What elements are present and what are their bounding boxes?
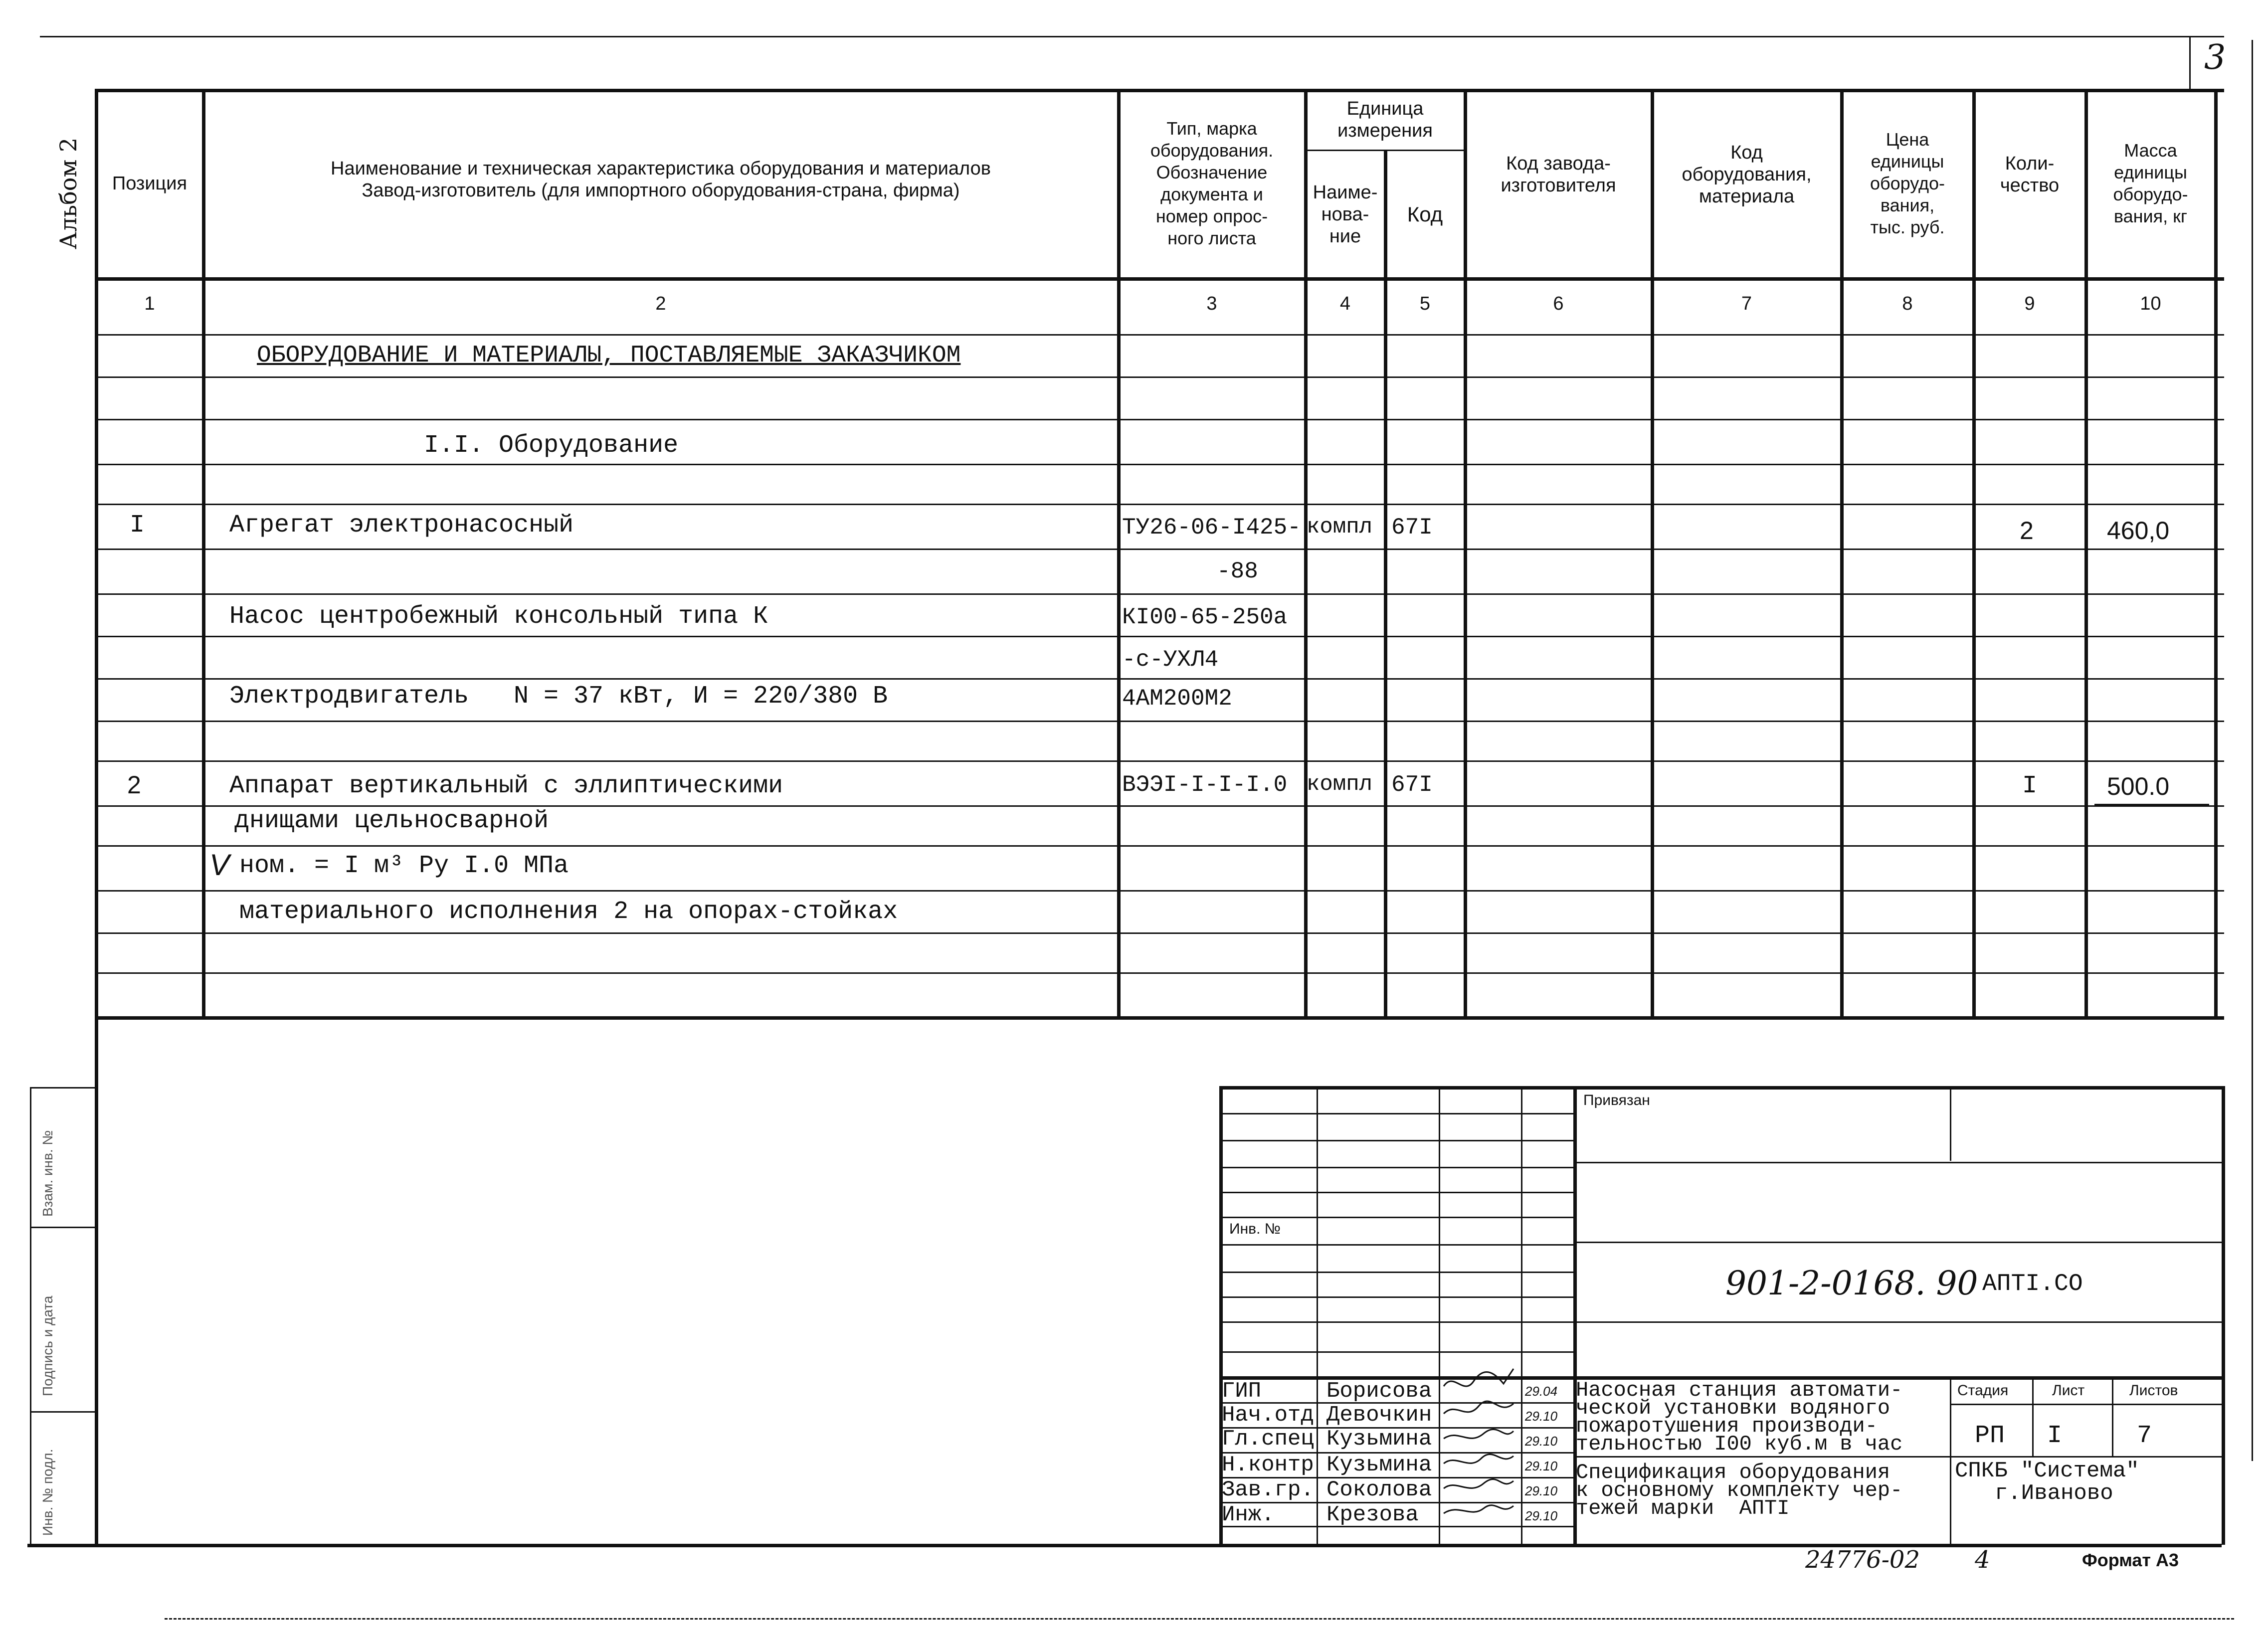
unit-group-divider — [1304, 150, 1464, 151]
top-border-line — [40, 36, 2224, 37]
row-line — [95, 419, 2224, 420]
tb-main-divider-2 — [1573, 1242, 2222, 1243]
table-bottom-line — [95, 1016, 2224, 1020]
row1c-params: N = 37 кВт, И = 220/380 В — [514, 682, 888, 711]
tb-row — [1219, 1140, 1573, 1141]
margin-label-signature: Подпись и дата — [40, 1295, 55, 1396]
row-line — [95, 504, 2224, 505]
margin-label-inventory: Инв. № подл. — [40, 1449, 55, 1536]
colnum-3: 3 — [1206, 293, 1217, 314]
tb-org-name: СПКБ "Система" — [1955, 1459, 2139, 1483]
row1-type: ТУ26-06-I425- — [1122, 515, 1301, 541]
tb-desc-divider — [1573, 1456, 2222, 1458]
tb-right-line — [2222, 1086, 2225, 1545]
colnum-5: 5 — [1419, 293, 1431, 314]
tb-stage-value: РП — [1975, 1422, 2005, 1450]
row1-quantity: 2 — [2020, 517, 2034, 545]
row-line — [95, 636, 2224, 637]
margin-strip-top — [30, 1087, 95, 1089]
col-line-4 — [1384, 150, 1387, 1017]
footer-archive-number: 24776-02 — [1805, 1546, 1920, 1574]
tb-name-0: Борисова — [1326, 1379, 1432, 1404]
row2-quantity: I — [2022, 772, 2038, 800]
tb-name-5: Крезова — [1326, 1502, 1419, 1527]
row-line — [95, 593, 2224, 595]
colnum-8: 8 — [1902, 293, 1913, 314]
tb-main-divider-3 — [1573, 1321, 2222, 1323]
tb-date-2: 29.10 — [1525, 1434, 1558, 1449]
margin-strip-left — [30, 1087, 31, 1546]
tb-name-3: Кузьмина — [1326, 1453, 1432, 1477]
tb-date-5: 29.10 — [1525, 1508, 1558, 1523]
tb-description-object: Насосная станция автомати- ческой установки водяного пожаротушения производи- тельностью I00 куб.м в час — [1576, 1378, 1903, 1456]
row1c-name: Электродвигатель — [229, 682, 469, 711]
header-type: Тип, марка оборудования. Обозначение документа и номер опрос- ного листа — [1150, 118, 1274, 248]
tb-row — [1219, 1351, 1573, 1353]
row-line — [95, 464, 2224, 465]
row2-name: Аппарат вертикальный с эллиптическими — [229, 772, 783, 800]
colnum-4: 4 — [1339, 293, 1351, 314]
row-line — [95, 549, 2224, 550]
row2-name-cont: днищами цельносварной — [234, 807, 549, 835]
header-mass: Масса единицы оборудо- вания, кг — [2113, 140, 2188, 226]
tb-col-date — [1521, 1086, 1522, 1545]
header-price: Цена единицы оборудо- вания, тыс. руб. — [1870, 129, 1945, 237]
tb-description-doc: Спецификация оборудования к основному комплекту чер- тежей марки АПТI — [1576, 1461, 1903, 1520]
bottom-scan-line — [165, 1618, 2234, 1620]
tb-col-name — [1317, 1086, 1318, 1545]
tb-doc-number: 901-2-0168. 90 — [1725, 1264, 1978, 1302]
tb-doc-mark: АПТI.СО — [1982, 1271, 2083, 1297]
header-name: Наименование и техническая характеристика оборудования и материалов Завод-изготовитель (для импортного оборудования-страна, фирма) — [331, 158, 991, 201]
header-quantity: Коли- чество — [2000, 153, 2060, 196]
row1b-name: Насос центробежный консольный типа К — [229, 602, 768, 631]
row1b-type: КI00-65-250а — [1122, 604, 1288, 630]
tb-top-line — [1219, 1086, 2224, 1090]
tb-privyazan-label: Привязан — [1583, 1092, 1650, 1108]
tb-stage-col-1 — [2032, 1376, 2034, 1456]
row1-mass-underline — [2094, 549, 2209, 550]
tb-row — [1219, 1192, 1573, 1193]
colnum-1: 1 — [144, 293, 155, 314]
tb-row — [1219, 1272, 1573, 1273]
header-bottom-line — [95, 277, 2224, 281]
row1-code: 67I — [1391, 515, 1433, 541]
row2-mass: 500.0 — [2107, 772, 2170, 800]
page-number-box-left — [2189, 36, 2191, 90]
row-line — [95, 972, 2224, 974]
tb-stage-col-left — [1950, 1376, 1951, 1456]
row2-volume-params: ном. = I м³ Ру I.0 МПа — [239, 852, 569, 880]
tb-stage-label: Стадия — [1957, 1382, 2009, 1399]
tb-role-0: ГИП — [1222, 1379, 1262, 1404]
page-number: 3 — [2204, 38, 2226, 77]
row1-name: Агрегат электронасосный — [229, 511, 574, 540]
tb-stage-divider — [1950, 1404, 2222, 1405]
row2-material: материального исполнения 2 на опорах-стойках — [239, 898, 898, 926]
row2-unit: компл — [1307, 772, 1373, 797]
row-line — [95, 721, 2224, 722]
row-line — [95, 376, 2224, 378]
tb-date-3: 29.10 — [1525, 1459, 1558, 1473]
row-line — [95, 932, 2224, 934]
section-title: ОБОРУДОВАНИЕ И МАТЕРИАЛЫ, ПОСТАВЛЯЕМЫЕ ЗАКАЗЧИКОМ — [257, 342, 961, 369]
row2-mass-underline — [2094, 804, 2209, 805]
tb-privyazan-divider — [1950, 1086, 1951, 1161]
tb-name-4: Соколова — [1326, 1477, 1432, 1502]
colnum-2: 2 — [655, 293, 666, 314]
header-position: Позиция — [112, 173, 188, 194]
tb-inv-label: Инв. № — [1229, 1221, 1281, 1237]
tb-sheets-value: 7 — [2137, 1422, 2152, 1450]
tb-row — [1219, 1321, 1573, 1323]
tb-role-3: Н.контр — [1222, 1453, 1314, 1477]
row2-code: 67I — [1391, 772, 1433, 798]
album-label: Альбом 2 — [55, 137, 82, 249]
colnum-10: 10 — [2140, 293, 2161, 314]
tb-stage-col-2 — [2112, 1376, 2113, 1456]
row-line — [95, 890, 2224, 892]
row1-position: I — [130, 511, 145, 540]
tb-date-0: 29.04 — [1525, 1384, 1558, 1399]
row1-type-cont: -88 — [1217, 558, 1258, 584]
tb-name-1: Девочкин — [1326, 1403, 1432, 1428]
tb-date-1: 29.10 — [1525, 1409, 1558, 1424]
tb-row — [1219, 1113, 1573, 1114]
tb-sheet-label: Лист — [2052, 1382, 2085, 1399]
header-unit-code: Код — [1407, 202, 1443, 226]
tb-row — [1219, 1217, 1573, 1218]
row2-type: ВЭЭI-I-I-I.0 — [1122, 772, 1288, 798]
header-factory-code: Код завода- изготовителя — [1501, 153, 1616, 196]
row2-position: 2 — [127, 771, 141, 799]
row1b-type-cont: -с-УХЛ4 — [1122, 647, 1219, 673]
tb-org-city: г.Иваново — [1995, 1481, 2113, 1506]
colnum-6: 6 — [1553, 293, 1564, 314]
row2-volume-symbol: V — [209, 848, 230, 882]
margin-strip-divider-2 — [30, 1411, 95, 1413]
tb-sheets-label: Листов — [2129, 1382, 2178, 1399]
tb-main-divider-1 — [1573, 1162, 2222, 1163]
tb-row — [1219, 1296, 1573, 1298]
header-unit-group: Единица измерения — [1337, 98, 1433, 141]
row1-unit: компл — [1307, 515, 1373, 540]
tb-row — [1219, 1244, 1573, 1246]
tb-name-2: Кузьмина — [1326, 1427, 1432, 1452]
footer-sheet-no: 4 — [1975, 1546, 1990, 1574]
tb-role-1: Нач.отд — [1222, 1403, 1314, 1428]
tb-role-2: Гл.спец — [1222, 1427, 1314, 1452]
tb-date-4: 29.10 — [1525, 1483, 1558, 1498]
col-line-10 — [2214, 89, 2218, 1017]
footer-format: Формат А3 — [2082, 1550, 2179, 1570]
margin-label-replaced: Взам. инв. № — [40, 1130, 55, 1217]
colnum-7: 7 — [1741, 293, 1752, 314]
tb-row — [1219, 1167, 1573, 1168]
row1-mass: 460,0 — [2107, 517, 2170, 545]
header-unit-name: Наиме- нова- ние — [1313, 182, 1378, 247]
margin-strip-divider-1 — [30, 1227, 95, 1228]
tb-role-4: Зав.гр. — [1222, 1477, 1314, 1502]
tb-sheet-value: I — [2047, 1422, 2063, 1450]
header-material-code: Код оборудования, материала — [1682, 142, 1812, 207]
subsection-title: I.I. Оборудование — [424, 431, 679, 460]
tb-org-col — [1950, 1456, 1951, 1544]
row-line — [95, 760, 2224, 762]
tb-role-5: Инж. — [1222, 1502, 1275, 1527]
signature-marks — [1439, 1366, 1521, 1531]
colnum-9: 9 — [2024, 293, 2035, 314]
row-line — [95, 845, 2224, 847]
row-line — [95, 678, 2224, 680]
frame-right-edge — [2252, 40, 2253, 1461]
row1c-type: 4АМ200М2 — [1122, 686, 1232, 712]
colnum-bottom-line — [95, 334, 2224, 336]
